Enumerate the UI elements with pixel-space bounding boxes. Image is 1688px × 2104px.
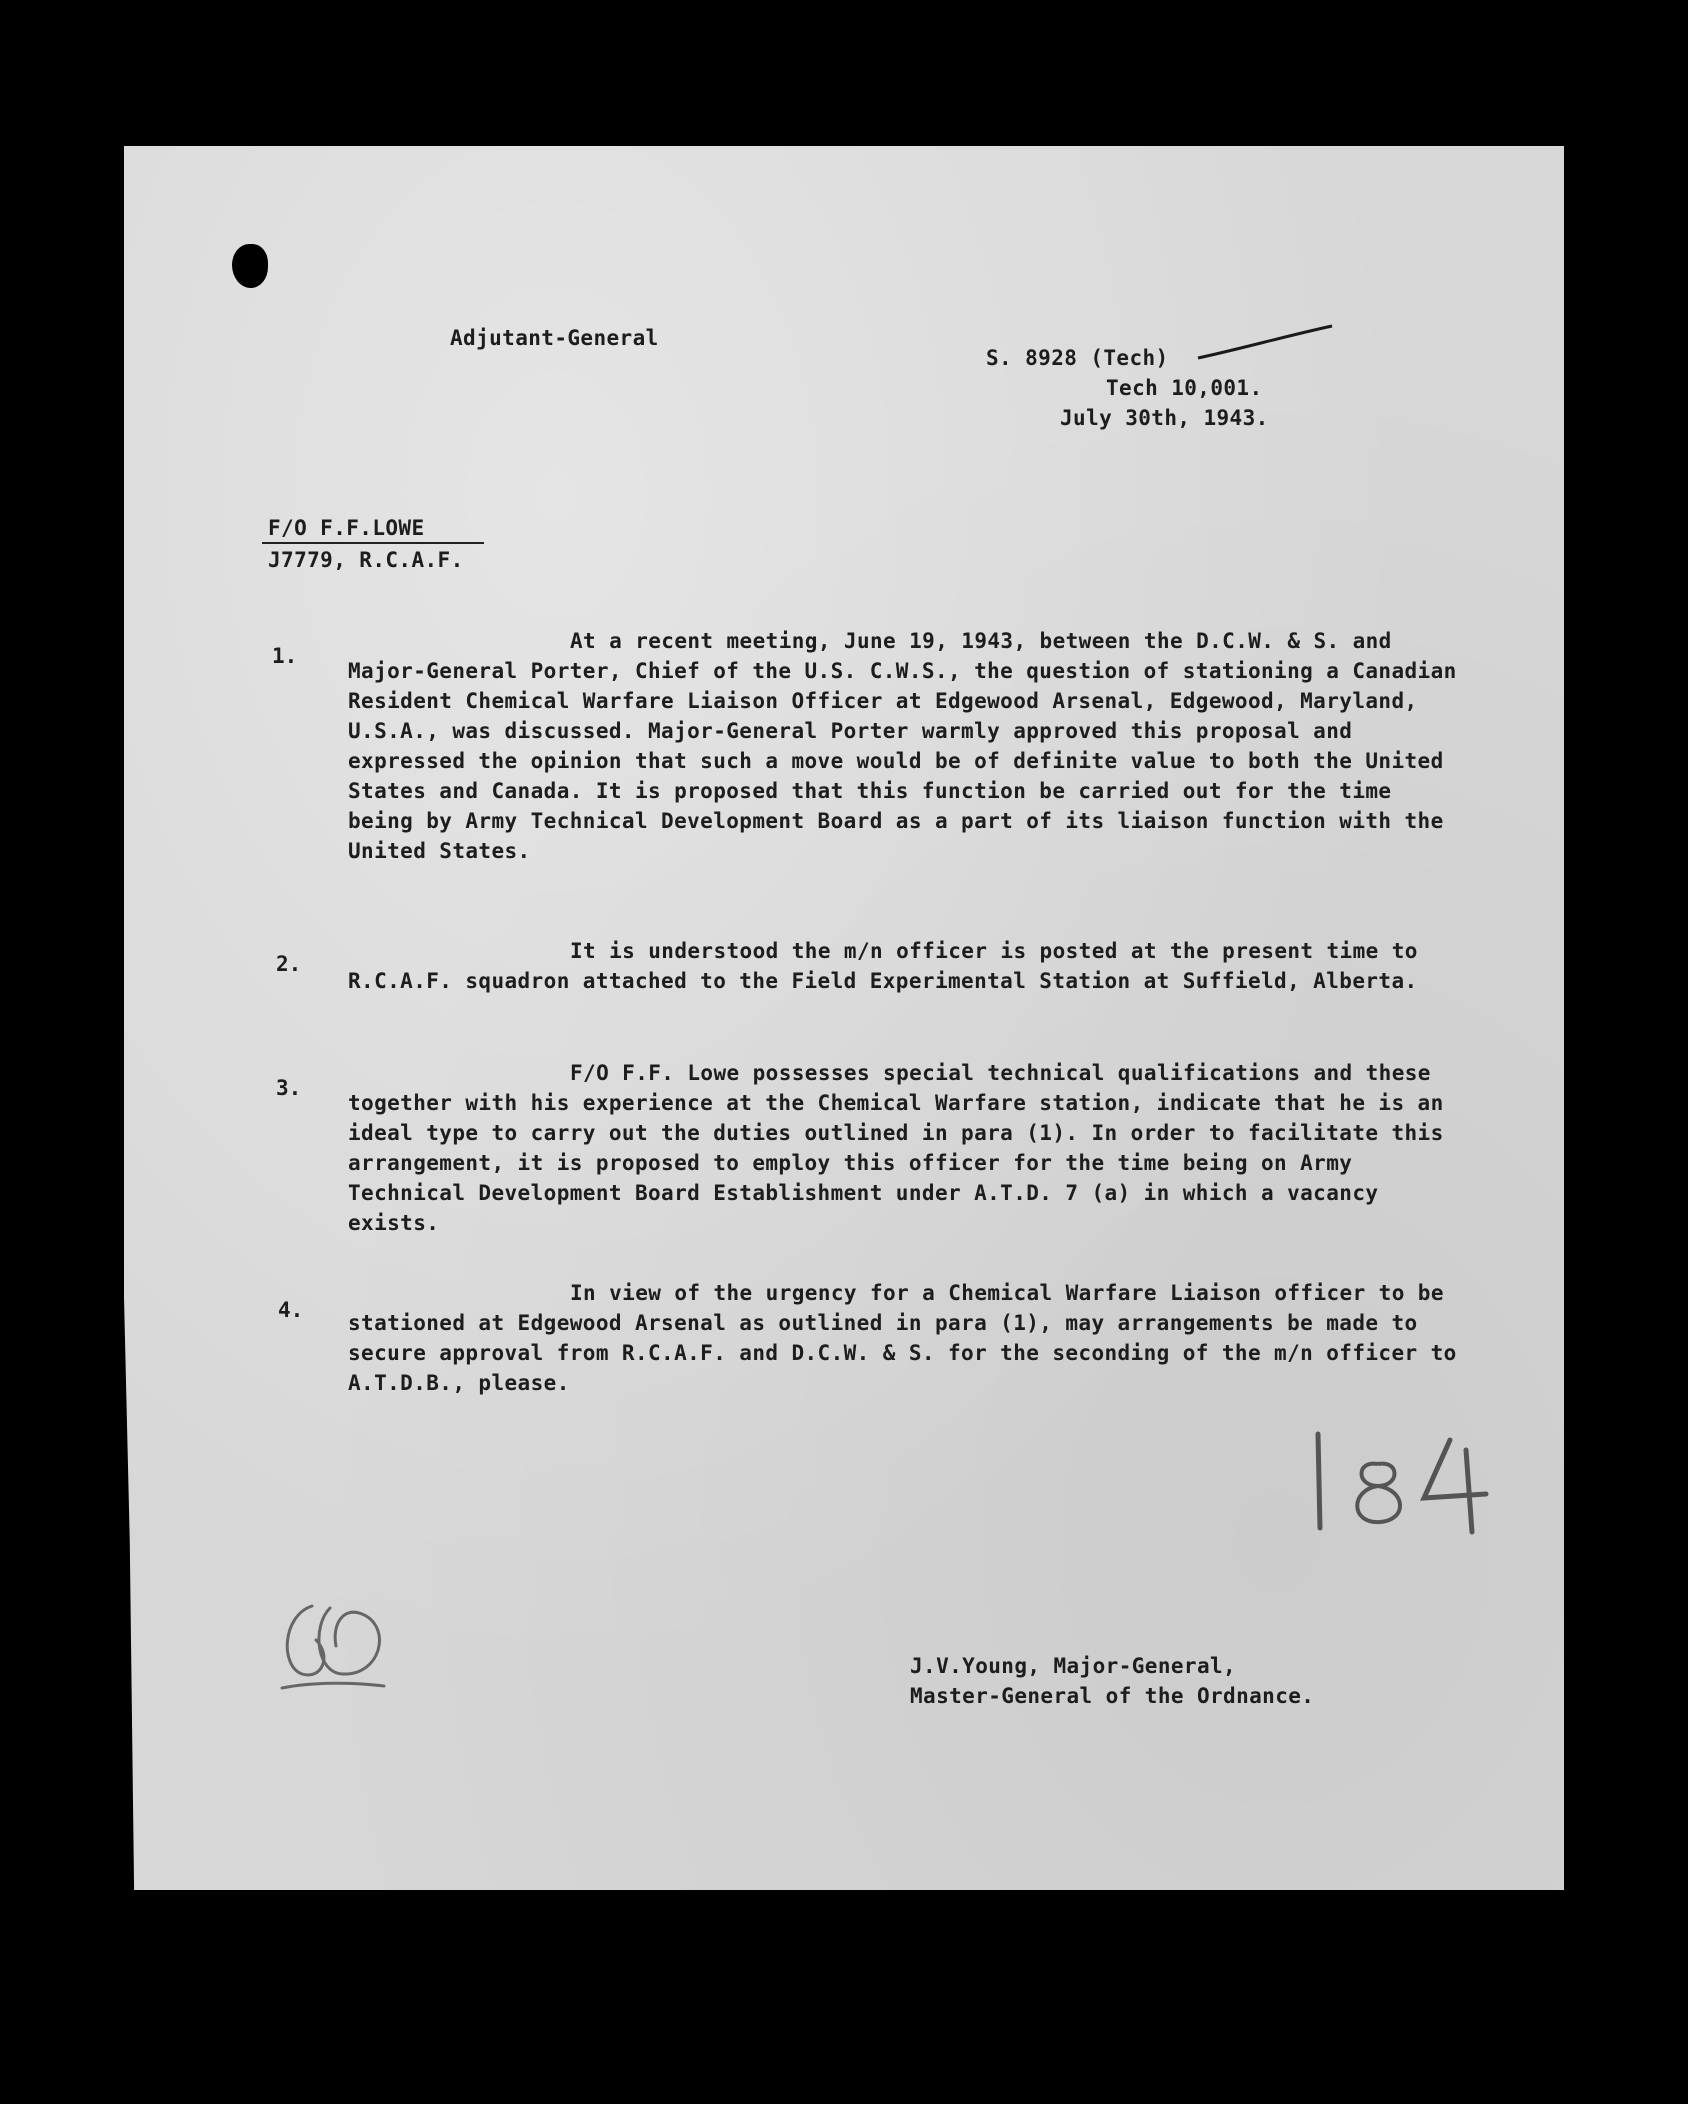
paragraph-number: 1. [272, 644, 298, 668]
signature-title: Master-General of the Ordnance. [910, 1684, 1315, 1708]
paragraph-number: 3. [276, 1076, 302, 1100]
punch-hole [232, 244, 268, 288]
file-reference: S. 8928 (Tech) [986, 346, 1169, 370]
subject-service-number: J7779, R.C.A.F. [268, 548, 464, 572]
pen-stroke-mark [1196, 322, 1336, 362]
paragraph-number: 4. [278, 1298, 304, 1322]
letter-date: July 30th, 1943. [1060, 406, 1269, 430]
subject-underline [262, 542, 484, 544]
handwritten-initials [272, 1596, 402, 1696]
handwritten-page-number [1300, 1420, 1520, 1540]
signature-name: J.V.Young, Major-General, [910, 1654, 1237, 1678]
paragraph-number: 2. [276, 952, 302, 976]
tech-reference: Tech 10,001. [1106, 376, 1263, 400]
addressee: Adjutant-General [450, 326, 659, 350]
paragraph-1: At a recent meeting, June 19, 1943, between the D.C.W. & S. and Major-General Porter, Chief of the U.S. C.W.S., the question of stationing a Canadian Resident Chemical Warfare Liaison Officer at Edgewood Arsenal, Edgewood, Maryland, U.S.A., was discussed. Major-General Porter warmly approved this proposal and expressed the opinion that such a move would be of definite value to both the United States and Canada. It is proposed that this function be carried out for the time being by Army Technical Development Board as a part of its liaison function with the United States. [348, 629, 1457, 863]
paragraph-4: In view of the urgency for a Chemical Warfare Liaison officer to be stationed at Edgewood Arsenal as outlined in para (1), may arrangements be made to secure approval from R.C.A.F. and D.C.W. & S. for the seconding of the m/n officer to A.T.D.B., please. [348, 1281, 1457, 1395]
paragraph-3: F/O F.F. Lowe possesses special technical qualifications and these together with his experience at the Chemical Warfare station, indicate that he is an ideal type to carry out the duties outlined in para (1). In order to facilitate this arrangement, it is proposed to employ this officer for the time being on Army Technical Development Board Establishment under A.T.D. 7 (a) in which a vacancy exists. [348, 1061, 1444, 1235]
subject-name: F/O F.F.LOWE [268, 516, 425, 540]
paragraph-2: It is understood the m/n officer is posted at the present time to R.C.A.F. squadron attached to the Field Experimental Station at Suffield, Alberta. [348, 939, 1418, 993]
